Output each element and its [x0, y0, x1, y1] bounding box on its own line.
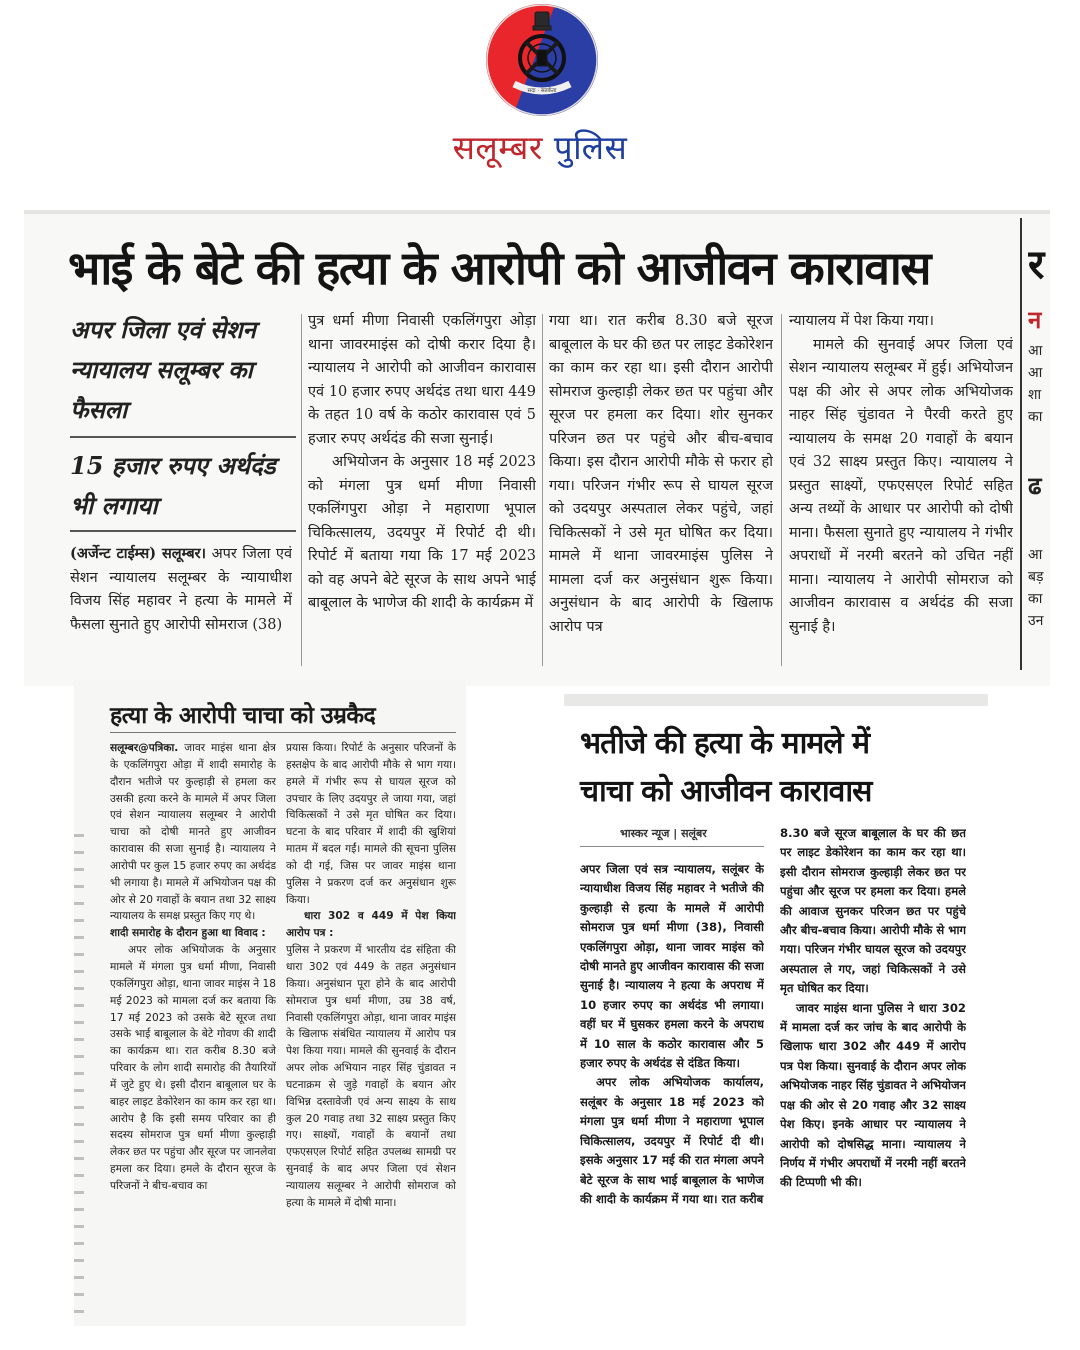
clipping3-headline-line1: भतीजे की हत्या के मामले में [580, 726, 870, 761]
clipping-edge [74, 820, 84, 1320]
clipping1-col2-text: पुत्र धर्मा मीणा निवासी एकलिंगपुरा ओड़ा थाना जावरमाइंस को दोषी करार दिया है। न्यायालय ने आरोपी को आजीवन कारावास एवं 10 हजार रुपए अर्थदंड तथा धारा 449 के तहत 10 वर्ष के कठोर कारावास एवं 5 हजार रुपए अर्थदंड की सजा सुनाई। [308, 313, 536, 447]
clipping3-col1-p2: अपर लोक अभियोजक कार्यालय, सलूंबर के अनुसार 18 मई 2023 को मंगला पुत्र धर्मा मीणा ने महाराणा भूपाल चिकित्सालय, उदयपुर में रिपोर्ट दी थी। इसके अनुसार 17 मई की रात मंगला अपने बेटे सूरज के साथ भाई बाबूलाल के भाणेज की शादी के कार्यक्रम में गया था। रात करीब [580, 1075, 764, 1206]
clipping2-col2-p1: प्रयास किया। रिपोर्ट के अनुसार परिजनों के हस्तक्षेप के बाद आरोपी मौके से भाग गया। हमले में गंभीर रूप से घायल सूरज को उपचार के लिए उदयपुर ले जाया गया, जहां चिकित्सकों ने उसे मृत घोषित कर दिया। घटना के बाद परिवार में शादी की खुशियां मातम में बदल गईं। मामले की सूचना पुलिस को दी गई, जिस पर जावर माइंस थाना पुलिस ने प्रकरण दर्ज कर अनुसंधान शुरू किया। [286, 742, 456, 906]
clipping3-dateline: भास्कर न्यूज | सलूंबर [620, 827, 707, 840]
clipping3-headline [580, 720, 980, 816]
edge-fragment: का [1028, 409, 1043, 425]
edge-fragment: उन [1028, 613, 1044, 629]
clipping1-dateline: (अर्जेन्ट टाईम्स) सलूम्बर। [70, 545, 207, 562]
clipping-edge [24, 210, 1050, 214]
clipping1-headline: भाई के बेटे की हत्या के आरोपी को आजीवन कारावास [68, 241, 930, 295]
clipping3-col1-p1: अपर जिला एवं सत्र न्यायालय, सलूंबर के न्यायाधीश विजय सिंह महावर ने भतीजे की कुल्हाड़ी से हत्या के मामले में आरोपी सोमराज पुत्र धर्मा मीणा (38), निवासी एकलिंगपुरा ओड़ा, थाना जावर माइंस को दोषी मानते हुए आजीवन कारावास की सजा सुनाई है। न्यायालय ने हत्या के अपराध में 10 हजार रुपए का अर्थदंड भी लगाया। वहीं घर में घुसकर हमला करने के अपराध में 10 साल के कठोर कारावास और 5 हजार रुपए के अर्थदंड से दंडित किया। [580, 862, 764, 1071]
clipping2-subhead1: शादी समारोह के दौरान हुआ था विवाद : [110, 927, 266, 940]
news-clipping-bhaskar [564, 694, 988, 1326]
column-divider [1020, 218, 1022, 670]
clipping1-col2-text-b: अभियोजन के अनुसार 18 मई 2023 को मंगला पुत्र धर्मा मीणा निवासी एकलिंगपुरा ओड़ा ने महाराणा भूपाल चिकित्सालय, उदयपुर में रिपोर्ट दी थी। रिपोर्ट में बताया गया कि 17 मई 2023 को वह अपने बेटे सूरज के साथ अपने भाई बाबूलाल के भाणेज की शादी के कार्यक्रम में [308, 454, 536, 611]
edge-fragment: आ [1028, 343, 1043, 359]
news-clipping-urgent-times [24, 210, 1050, 686]
svg-text:सदा · सतर्कता: सदा · सतर्कता [527, 88, 557, 94]
subhead-divider [70, 530, 296, 532]
clipping1-subhead1: अपर जिला एवं सेशन न्यायालय सलूम्बर का फैसला [70, 315, 256, 424]
clipping1-subhead2: 15 हजार रुपए अर्थदंड भी लगाया [70, 451, 276, 520]
edge-fragment: र [1028, 242, 1045, 288]
clipping3-col2-p1: 8.30 बजे सूरज बाबूलाल के घर की छत पर लाइट डेकोरेशन का काम कर रहा था। इसी दौरान सोमराज कुल्हाड़ी लेकर छत पर पहुंचा और सूरज पर हमला कर दिया। हमले की आवाज सुनकर परिजन छत पर पहुंचे और बीच-बचाव किया। आरोपी मौके से भाग गया। परिजन गंभीर घायल सूरज को उदयपुर अस्पताल ले गए, जहां चिकित्सकों ने उसे मृत घोषित कर दिया। [780, 826, 966, 996]
brand-name-part2: पुलिस [553, 128, 628, 167]
column-divider [781, 314, 782, 666]
clipping1-column-1 [70, 542, 292, 670]
edge-fragment: ढ [1028, 472, 1042, 500]
clipping1-col4-text: न्यायालय में पेश किया गया। [789, 313, 934, 329]
news-clipping-patrika [74, 680, 466, 1326]
clipping2-dateline: सलूम्बर@पत्रिका. [110, 742, 179, 754]
column-divider [542, 314, 543, 666]
subhead-divider [70, 436, 296, 438]
edge-fragment: आ [1028, 365, 1043, 381]
column-divider [301, 314, 302, 666]
edge-fragment: बड़ [1028, 569, 1044, 585]
edge-fragment: आ [1028, 547, 1043, 563]
edge-fragment: शा [1028, 387, 1042, 403]
clipping2-col1-p2: अपर लोक अभियोजक के अनुसार मामले में मंगला पुत्र धर्मा मीणा, निवासी एकलिंगपुरा ओड़ा, थाना जावर माइंस ने 18 मई 2023 को मामला दर्ज कर बताया कि 17 मई 2023 को उसके बेटे सूरज तथा उसके भाई बाबूलाल के बेटे गोवण की शादी का कार्यक्रम था। रात करीब 8.30 बजे परिवार के लोग शादी समारोह की तैयारियों में जुटे हुए थे। इसी दौरान बाबूलाल घर के बाहर लाइट डेकोरेशन का काम कर रहा था। आरोप है कि इसी समय परिवार का ही सदस्य सोमराज पुत्र धर्मा मीणा कुल्हाड़ी लेकर छत पर पहुंचा और सूरज पर जानलेवा हमला कर दिया। हमले के दौरान सूरज के परिजनों ने बीच-बचाव का [110, 944, 276, 1192]
clipping1-col4-text-b: मामले की सुनवाई अपर जिला एवं सेशन न्यायालय सलूम्बर में हुई। अभियोजन पक्ष की ओर से अपर लोक अभियोजक नाहर सिंह चुंडावत ने पैरवी करते हुए न्यायालय के समक्ष 20 गवाहों के बयान एवं 32 साक्ष्य प्रस्तुत किए। न्यायालय ने प्रस्तुत साक्ष्यों, एफएसएल रिपोर्ट सहित अन्य तथ्यों के आधार पर आरोपी को दोषी माना। फैसला सुनाते हुए न्यायालय ने गंभीर अपराधों में नरमी बरतने को उचित नहीं माना। न्यायालय ने आरोपी सोमराज को आजीवन कारावास व अर्थदंड की सजा सुनाई है। [789, 336, 1013, 635]
clipping1-cut-edge [1028, 230, 1050, 632]
edge-fragment: न [1028, 306, 1042, 334]
clipping2-column-1 [110, 740, 276, 1326]
clipping1-subheads [70, 310, 296, 540]
clipping2-col1-p1: जावर माइंस थाना क्षेत्र के एकलिंगपुरा ओड़ा में शादी समारोह के दौरान भतीजे पर कुल्हाड़ी से हमला कर उसकी हत्या करने के मामले में अपर जिला एवं सेशन न्यायालय सलूम्बर ने आरोपी चाचा को दोषी मानते हुए आजीवन कारावास की सजा सुनाई है। न्यायालय ने आरोपी पर कुल 15 हजार रुपए का अर्थदंड भी लगाया है। मामले में अभियोजन पक्ष की ओर से 20 गवाहों के बयान तथा 32 साक्ष्य न्यायालय के समक्ष प्रस्तुत किए गए थे। [110, 742, 276, 923]
brand-name [0, 124, 1080, 169]
clipping1-column-3 [549, 310, 773, 670]
edge-fragment: का [1028, 591, 1043, 607]
clipping2-col2-p2: पुलिस ने प्रकरण में भारतीय दंड संहिता की धारा 302 एवं 449 के तहत अनुसंधान किया। अनुसंधान पूरा होने के बाद आरोपी सोमराज पुत्र धर्मा मीणा, उम्र 38 वर्ष, निवासी एकलिंगपुरा ओड़ा, थाना जावर माइंस के खिलाफ संबंधित न्यायालय में आरोप पत्र पेश किया गया। मामले की सुनवाई के दौरान अपर लोक अभियान नाहर सिंह चुंडावत न घटनाक्रम से जुड़े गवाहों के बयान ओर विभिन्न दस्तावेजी एवं अन्य साक्ष्य के साथ कुल 20 गवाह तथा 32 साक्ष्य प्रस्तुत किए गए। साक्ष्यों, गवाहों के बयानों तथा एफएसएल रिपोर्ट सहित उपलब्ध सामग्री पर सुनवाई के बाद अपर जिला एवं सेशन न्यायालय सलूम्बर ने आरोपी सोमराज को हत्या के मामले में दोषी माना। [286, 944, 456, 1209]
headline-divider [110, 732, 456, 733]
clipping-edge [564, 694, 988, 706]
clipping2-headline: हत्या के आरोपी चाचा को उम्रकैद [110, 703, 376, 729]
dateline-divider [580, 846, 764, 847]
brand-name-part1: सलूम्बर [452, 128, 543, 167]
clipping1-column-4 [789, 310, 1013, 670]
clipping2-column-2 [286, 740, 456, 1326]
clipping1-col1-text: अपर जिला एवं सेशन न्यायालय सलूम्बर के न्यायाधीश विजय सिंह महावर ने हत्या के मामले में फैसला सुनाते हुए आरोपी सोमराज (38) [70, 546, 292, 633]
clipping3-headline-line2: चाचा को आजीवन कारावास [580, 774, 872, 809]
clipping1-column-2 [308, 310, 536, 670]
clipping3-column-2 [780, 824, 966, 1318]
clipping3-column-1 [580, 860, 764, 1318]
clipping3-col2-p2: जावर माइंस थाना पुलिस ने धारा 302 में मामला दर्ज कर जांच के बाद आरोपी के खिलाफ धारा 302 और 449 में आरोप पत्र पेश किया। सुनवाई के दौरान अपर लोक अभियोजक नाहर सिंह चुंडावत ने अभियोजन पक्ष की ओर से 20 गवाह और 32 साक्ष्य पेश किए। इनके आधार पर न्यायालय ने आरोपी को दोषसिद्ध माना। न्यायालय ने निर्णय में गंभीर अपराधों में नरमी नहीं बरतने की टिप्पणी भी की। [780, 1000, 966, 1190]
clipping1-col3-text: गया था। रात करीब 8.30 बजे सूरज बाबूलाल के घर की छत पर लाइट डेकोरेशन का काम कर रहा था। इसी दौरान आरोपी सोमराज कुल्हाड़ी लेकर छत पर पहुंचा और सूरज पर हमला कर दिया। शोर सुनकर परिजन छत पर पहुंचे और बीच-बचाव किया। इस दौरान आरोपी मौके से फरार हो गया। परिजन गंभीर रूप से घायल सूरज को उदयपुर अस्पताल लेकर पहुंचे, जहां चिकित्सकों ने उसे मृत घोषित कर दिया। मामले में थाना जावरमाइंस पुलिस ने मामला दर्ज कर अनुसंधान शुरू किया। अनुसंधान के बाद आरोपी के खिलाफ आरोप पत्र [549, 313, 773, 635]
rajasthan-police-emblem-icon [484, 2, 600, 118]
clipping2-subhead2: धारा 302 व 449 में पेश किया आरोप पत्र : [286, 910, 456, 940]
